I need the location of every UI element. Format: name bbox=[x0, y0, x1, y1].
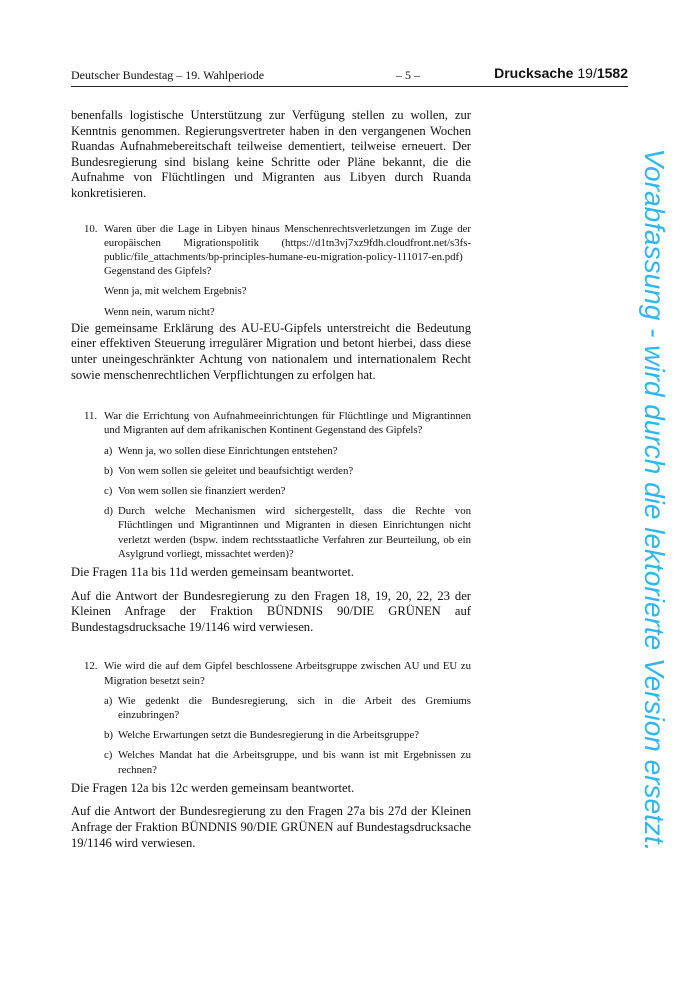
question-11 bbox=[71, 409, 471, 437]
answer-12: Auf die Antwort der Bundesregierung zu den Fragen 27a bis 27d der Kleinen Anfrage der Fraktion BÜNDNIS 90/DIE GRÜNEN auf Bundestagsdrucksache 19/1146 wird verwiesen. bbox=[71, 804, 471, 850]
watermark-text: Vorabfassung - wird durch die lektorierte Version ersetzt. bbox=[639, 148, 670, 852]
document-body bbox=[71, 108, 471, 851]
question-12b bbox=[71, 728, 471, 742]
question-text: Wie wird die auf dem Gipfel beschlossene Arbeitsgruppe zwischen AU und EU zu Migration besetzt sein? bbox=[104, 660, 471, 687]
question-12a bbox=[71, 694, 471, 722]
sub-text: Wie gedenkt die Bundesregierung, sich in die Arbeit des Gremiums einzubringen? bbox=[118, 694, 471, 721]
answer-11-note: Die Fragen 11a bis 11d werden gemeinsam beantwortet. bbox=[71, 564, 355, 579]
question-11d bbox=[71, 504, 471, 561]
answer-12-note: Die Fragen 12a bis 12c werden gemeinsam beantwortet. bbox=[71, 780, 355, 795]
question-number: 12. bbox=[84, 660, 98, 673]
sub-label: c) bbox=[104, 749, 113, 762]
intro-paragraph: benenfalls logistische Unterstützung zur Verfügung stellen zu wollen, zur Kenntnis genommen. Regierungsvertreter haben in den vergangenen Wochen Ruandas Aufnahmebereitschaft teilweise dementiert, teilweise erneuert. Der Bundesregierung sind bislang keine Schritte oder Pläne bekannt, die die Aufnahme von Flüchtlingen und Migranten aus Libyen durch Ruanda konkretisieren. bbox=[71, 108, 471, 200]
sub-label: c) bbox=[104, 484, 113, 497]
question-11b bbox=[71, 464, 471, 478]
sub-text: Von wem sollen sie geleitet und beaufsichtigt werden? bbox=[118, 464, 354, 477]
question-11c bbox=[71, 484, 471, 498]
question-10-followup-yes: Wenn ja, mit welchem Ergebnis? bbox=[104, 285, 247, 298]
sub-label: a) bbox=[104, 694, 113, 707]
answer-11: Auf die Antwort der Bundesregierung zu den Fragen 18, 19, 20, 22, 23 der Kleinen Anfrage der Fraktion BÜNDNIS 90/DIE GRÜNEN auf Bundestagsdrucksache 19/1146 wird verwiesen. bbox=[71, 588, 471, 634]
question-11a bbox=[71, 444, 471, 458]
question-12c bbox=[71, 748, 471, 776]
document-number bbox=[494, 65, 628, 81]
sub-label: d) bbox=[104, 505, 113, 518]
header-parliament: Deutscher Bundestag – 19. Wahlperiode bbox=[71, 68, 265, 82]
page-header bbox=[71, 66, 628, 87]
draft-watermark bbox=[630, 90, 678, 910]
doc-prefix: Drucksache bbox=[494, 65, 574, 81]
question-number: 11. bbox=[84, 410, 98, 423]
sub-label: b) bbox=[104, 729, 113, 742]
sub-text: Welche Erwartungen setzt die Bundesregierung in die Arbeitsgruppe? bbox=[118, 729, 420, 742]
question-10 bbox=[71, 222, 471, 279]
doc-number-bold: 1582 bbox=[596, 65, 628, 81]
sub-text: Welches Mandat hat die Arbeitsgruppe, und bis wann ist mit Ergebnissen zu rechnen? bbox=[118, 749, 471, 776]
page-number: – 5 – bbox=[396, 68, 420, 82]
sub-label: a) bbox=[104, 444, 113, 457]
question-10-followup-no: Wenn nein, warum nicht? bbox=[104, 305, 215, 318]
question-text: Waren über die Lage in Libyen hinaus Menschenrechtsverletzungen im Zuge der europäischen Migrationspolitik (https://d1tn3vj7xz9fdh.cloudfront.net/s3fs-public/file_attachments/bp-principles-humane-eu-migration-policy-111017-en.pdf) Gegenstand des Gipfels? bbox=[104, 222, 471, 278]
question-number: 10. bbox=[84, 222, 98, 235]
sub-text: Durch welche Mechanismen wird sichergestellt, dass die Rechte von Flüchtlingen und Migrantinnen und Migranten in diesen Einrichtungen nicht verletzt werden (bspw. indem rechtsstaatliche Verfahren zur Beurteilung, ob ein Asylgrund vorliegt, missachtet werden)? bbox=[118, 505, 471, 560]
doc-number-plain: 19/ bbox=[577, 65, 597, 81]
sub-text: Wenn ja, wo sollen diese Einrichtungen entstehen? bbox=[118, 444, 338, 457]
sub-text: Von wem sollen sie finanziert werden? bbox=[118, 484, 286, 497]
sub-label: b) bbox=[104, 464, 113, 477]
question-text: War die Errichtung von Aufnahmeeinrichtungen für Flüchtlinge und Migrantinnen und Migranten auf dem afrikanischen Kontinent Gegenstand des Gipfels? bbox=[104, 410, 471, 437]
question-12 bbox=[71, 659, 471, 687]
answer-10: Die gemeinsame Erklärung des AU-EU-Gipfels unterstreicht die Bedeutung einer effektiven Steuerung irregulärer Migration und betont hierbei, dass diese unter uneingeschränkter Achtung von nationalem und internationalem Recht sowie menschenrechtlichen Verpflichtungen zu erfolgen hat. bbox=[71, 320, 471, 382]
